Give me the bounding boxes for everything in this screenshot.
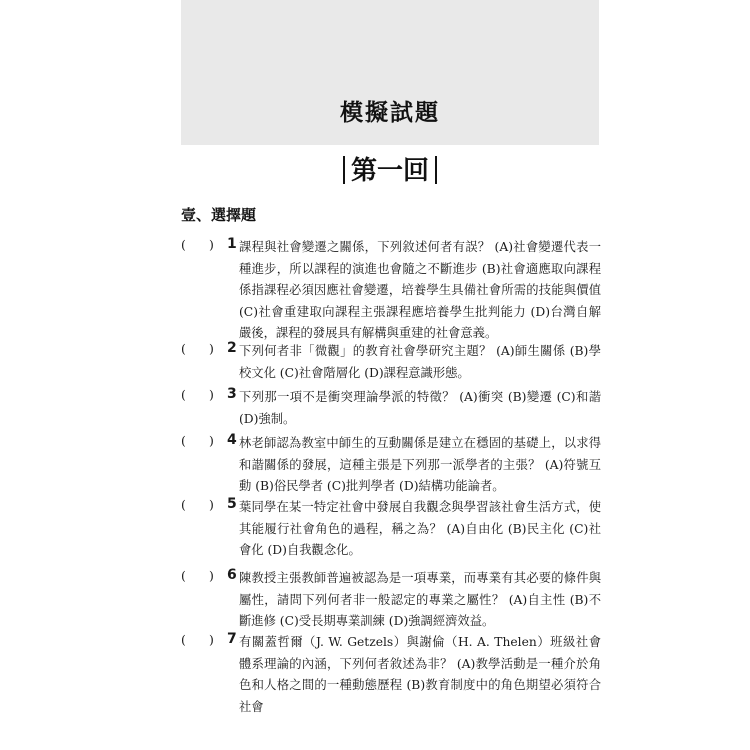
question-number: 5	[227, 496, 237, 512]
answer-blank[interactable]	[181, 568, 217, 583]
question-number: 7	[227, 631, 237, 647]
right-bar-decoration	[435, 156, 437, 184]
left-bar-decoration	[343, 156, 345, 184]
question-number: 3	[227, 386, 237, 402]
answer-blank-open: (	[181, 433, 186, 448]
question-text: 有關蓋哲爾（J. W. Getzels）與謝倫（H. A. Thelen）班級社會體系理論的內涵，下列何者敘述為非？ (A)教學活動是一種介於角色和人格之間的一種動態歷程 (B)教育制度中的角色期望必須符合社會	[239, 635, 601, 714]
answer-blank-close: )	[209, 387, 214, 402]
question-text: 課程與社會變遷之關係，下列敘述何者有誤？ (A)社會變遷代表一種進步，所以課程的演進也會隨之不斷進步 (B)社會適應取向課程係指課程必須因應社會變遷，培養學生具備社會所需的技能與價值 (C)社會重建取向課程主張課程應培養學生批判能力 (D)台灣自解嚴後，課程的發展具有解構與重建的社會意義。	[239, 240, 601, 340]
question-text: 下列何者非「微觀」的教育社會學研究主題？ (A)師生關係 (B)學校文化 (C)社會階層化 (D)課程意識形態。	[239, 344, 601, 380]
answer-blank[interactable]	[181, 632, 217, 647]
answer-blank[interactable]	[181, 497, 217, 512]
question-number: 4	[227, 432, 237, 448]
round-title	[181, 150, 599, 187]
answer-blank[interactable]	[181, 433, 217, 448]
section-title: 壹、選擇題	[181, 206, 257, 224]
answer-blank-open: (	[181, 387, 186, 402]
answer-blank-open: (	[181, 237, 186, 252]
question-number: 1	[227, 236, 237, 252]
answer-blank-open: (	[181, 341, 186, 356]
question-text: 葉同學在某一特定社會中發展自我觀念與學習該社會生活方式，使其能履行社會角色的過程，稱之為？ (A)自由化 (B)民主化 (C)社會化 (D)自我觀念化。	[239, 500, 601, 557]
round-label: 第一回	[350, 156, 429, 186]
answer-blank-close: )	[209, 497, 214, 512]
page-title: 模擬試題	[340, 100, 440, 126]
answer-blank-close: )	[209, 632, 214, 647]
question-text: 下列那一項不是衝突理論學派的特徵？ (A)衝突 (B)變遷 (C)和諧 (D)強制。	[239, 390, 601, 426]
question-text: 林老師認為教室中師生的互動關係是建立在穩固的基礎上，以求得和諧關係的發展，這種主張是下列那一派學者的主張？ (A)符號互動 (B)俗民學者 (C)批判學者 (D)結構功能論者。	[239, 436, 601, 493]
answer-blank-open: (	[181, 497, 186, 512]
question-text: 陳教授主張教師普遍被認為是一項專業，而專業有其必要的條件與屬性，請問下列何者非一般認定的專業之屬性？ (A)自主性 (B)不斷進修 (C)受長期專業訓練 (D)強調經濟效益。	[239, 571, 601, 628]
answer-blank[interactable]	[181, 387, 217, 402]
answer-blank-close: )	[209, 433, 214, 448]
answer-blank-open: (	[181, 568, 186, 583]
question-number: 2	[227, 340, 237, 356]
answer-blank[interactable]	[181, 237, 217, 252]
answer-blank[interactable]	[181, 341, 217, 356]
answer-blank-open: (	[181, 632, 186, 647]
answer-blank-close: )	[209, 568, 214, 583]
question-number: 6	[227, 567, 237, 583]
answer-blank-close: )	[209, 237, 214, 252]
answer-blank-close: )	[209, 341, 214, 356]
